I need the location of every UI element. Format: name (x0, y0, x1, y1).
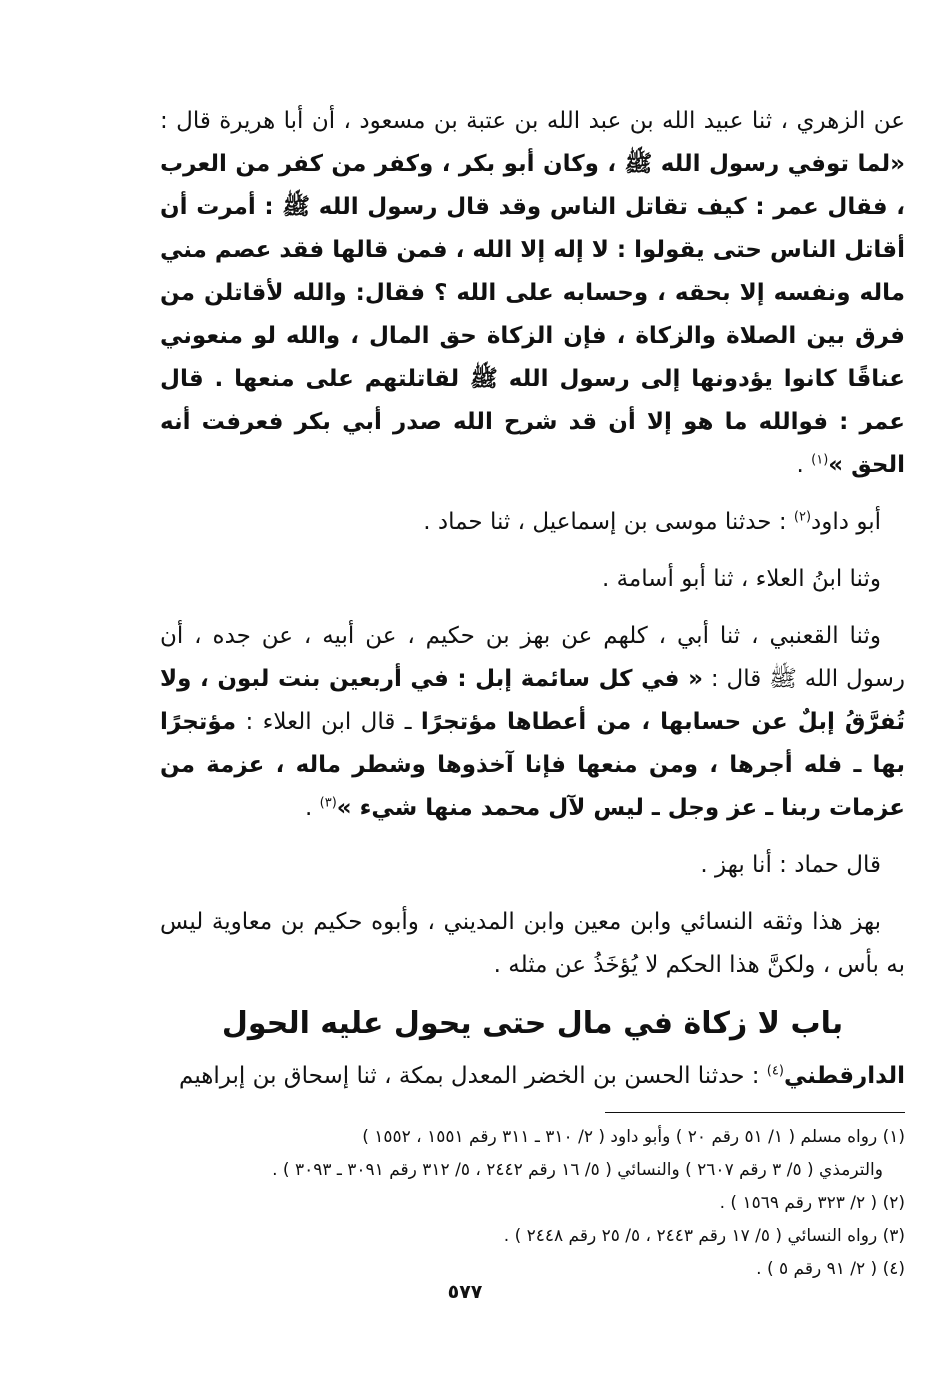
footnote-ref-3: (٣) (319, 795, 337, 811)
isnad-paragraph-hammad: قال حماد : أنا بهز . (700, 852, 881, 878)
matn-text: « في كل سائمة إبل : في أربعين بنت لبون ، ولا تُفرَّقُ إبلٌ عن حسابها ، من أعطاها مؤتجرًا (160, 666, 905, 735)
footnote-ref-1: (١) (811, 452, 829, 468)
isnad-text: : حدثنا الحسن بن الخضر المعدل بمكة ، ثنا إسحاق بن إبراهيم (179, 1063, 767, 1089)
footnote-ref-2: (٢) (793, 509, 812, 525)
footnote-4: (٤) ( ٢/ ٩١ رقم ٥ ) . (756, 1259, 905, 1279)
hadith-paragraph-1 (160, 100, 905, 487)
page-number: ٥٧٧ (447, 1281, 483, 1303)
sentence-end: . (305, 795, 320, 821)
footnote-2: (٢) ( ٢/ ٣٢٣ رقم ١٥٦٩ ) . (719, 1193, 905, 1213)
footnotes (160, 1121, 905, 1286)
page-body (160, 100, 905, 1286)
narrator-name: أبو داود (811, 509, 881, 535)
commentary-paragraph: بهز هذا وثقه النسائي وابن معين وابن المديني ، وأبوه حكيم بن معاوية ليس به بأس ، ولكنَّ هذا الحكم لا يُؤخَذُ عن مثله . (160, 909, 905, 978)
matn-text: «لما توفي رسول الله ﷺ ، وكان أبو بكر ، وكفر من كفر من العرب ، فقال عمر : كيف تقاتل الناس وقد قال رسول الله ﷺ : أمرت أن أقاتل الناس حتى يقولوا : لا إله إلا الله ، فمن قالها فقد عصم مني ماله ونفسه إلا بحقه ، وحسابه على الله ؟ فقال: والله لأقاتلن من فرق بين الصلاة والزكاة ، فإن الزكاة حق المال ، والله لو منعوني عناقًا كانوا يؤدونها إلى رسول الله ﷺ لقاتلتهم على منعها . قال عمر : فوالله ما هو إلا أن قد شرح الله صدر أبي بكر فعرفت أنه الحق » (160, 151, 905, 478)
footnote-1-continuation: والترمذي ( ٥/ ٣ رقم ٢٦٠٧ ) والنسائي ( ٥/ ١٦ رقم ٢٤٤٢ ، ٥/ ٣١٢ رقم ٣٠٩١ ـ ٣٠٩٣ ) . (272, 1160, 883, 1180)
footnote-ref-4: (٤) (766, 1063, 784, 1079)
narrator-note: ـ قال ابن العلاء : (236, 709, 421, 735)
matn-text-continued: مؤتجرًا بها ـ فله أجرها ، ومن منعها فإنا آخذوها وشطر ماله ، عزمة من عزمات ربنا ـ عز وجل ـ ليس لآل محمد منها شيء » (160, 709, 905, 821)
hadith-paragraph-2 (160, 615, 905, 830)
chapter-heading: باب لا زكاة في مال حتى يحول عليه الحول (221, 1006, 844, 1041)
isnad-paragraph-daraqutni (160, 1055, 905, 1098)
isnad-text: عن الزهري ، ثنا عبيد الله بن عبد الله بن عتبة بن مسعود ، أن أبا هريرة قال : (160, 108, 905, 134)
footnote-3: (٣) رواه النسائي ( ٥/ ١٧ رقم ٢٤٤٣ ، ٥/ ٢٥ رقم ٢٤٤٨ ) . (503, 1226, 905, 1246)
isnad-paragraph-abu-dawud (160, 501, 905, 544)
sentence-end: . (796, 452, 812, 478)
isnad-paragraph-ibn-alala: وثنا ابنُ العلاء ، ثنا أبو أسامة . (601, 566, 881, 592)
footnote-1: (١) رواه مسلم ( ١/ ٥١ رقم ٢٠ ) وأبو داود ( ٢/ ٣١٠ ـ ٣١١ رقم ١٥٥١ ، ١٥٥٢ ) (362, 1127, 905, 1147)
isnad-text: : حدثنا موسى بن إسماعيل ، ثنا حماد . (423, 509, 794, 535)
footnote-divider (605, 1112, 905, 1113)
narrator-name: الدارقطني (783, 1063, 905, 1089)
isnad-text: وثنا القعنبي ، ثنا أبي ، كلهم عن بهز بن حكيم ، عن أبيه ، عن جده ، أن رسول الله ﷺ قال : (160, 623, 905, 692)
